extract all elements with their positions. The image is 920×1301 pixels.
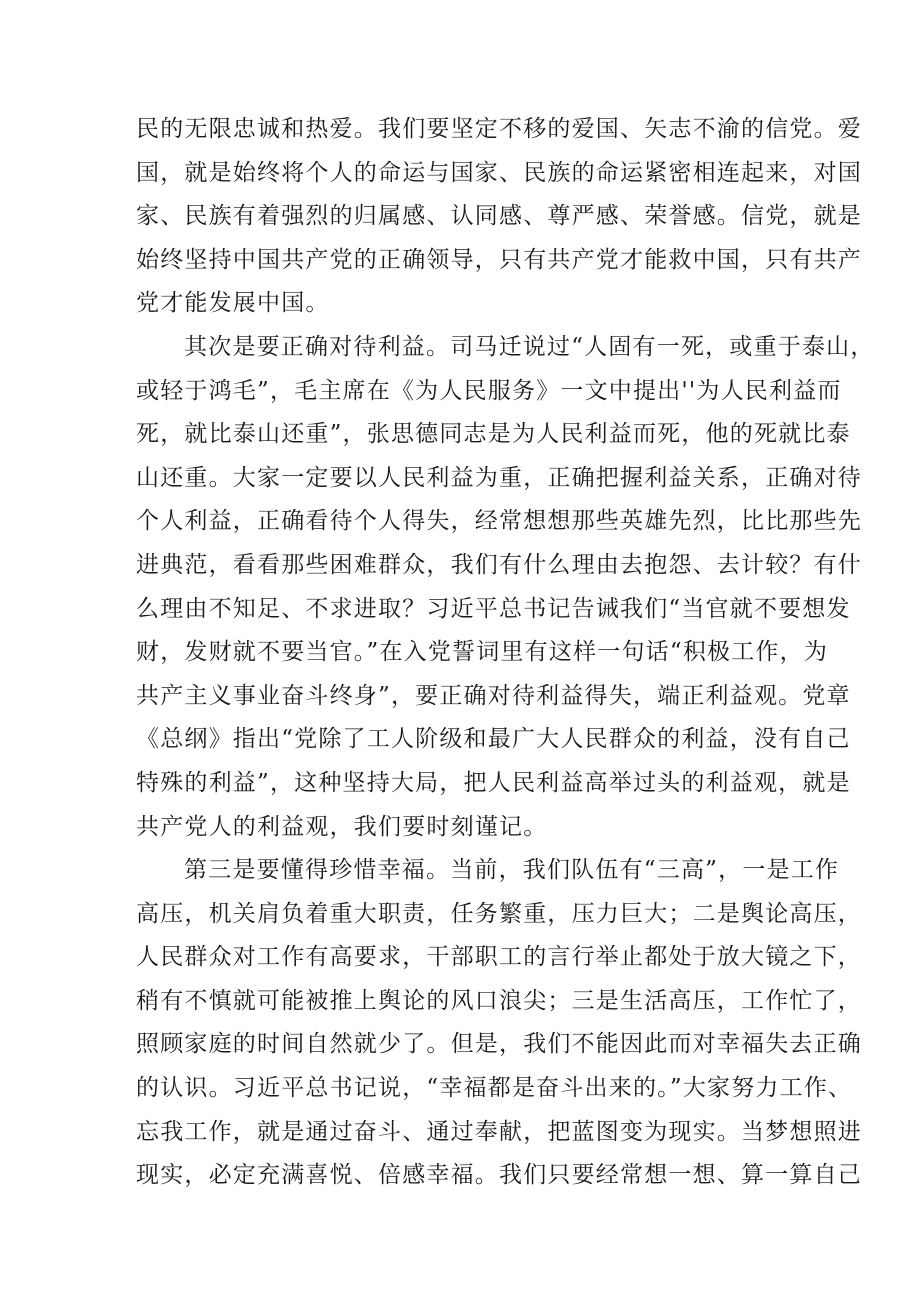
text-line: 么理由不知足、不求进取？习近平总书记告诫我们“当官就不要想发 bbox=[136, 595, 851, 622]
text-line: 特殊的利益”，这种坚持大局，把人民利益高举过头的利益观，就是 bbox=[136, 769, 851, 796]
text-line: 个人利益，正确看待个人得失，经常想想那些英雄先烈，比比那些先 bbox=[136, 508, 862, 535]
text-line: 死，就比泰山还重”，张思德同志是为人民利益而死，他的死就比泰 bbox=[136, 421, 851, 448]
paragraph-1 bbox=[136, 108, 862, 326]
text-line: 党才能发展中国。 bbox=[136, 290, 330, 317]
text-line: 共产主义事业奋斗终身”，要正确对待利益得失，端正利益观。党章 bbox=[136, 682, 851, 709]
text-line: 或轻于鸿毛”，毛主席在《为人民服务》一文中提出''为人民利益而 bbox=[136, 377, 842, 404]
paragraph-3 bbox=[136, 849, 862, 1198]
text-line: 山还重。大家一定要以人民利益为重，正确把握利益关系，正确对待 bbox=[136, 464, 862, 491]
text-line: 始终坚持中国共产党的正确领导，只有共产党才能救中国，只有共产 bbox=[136, 246, 862, 273]
text-line: 财，发财就不要当官。”在入党誓词里有这样一句话“积极工作，为 bbox=[136, 639, 829, 666]
text-line: 第三是要懂得珍惜幸福。当前，我们队伍有“三高”，一是工作 bbox=[184, 857, 840, 884]
text-line: 的认识。习近平总书记说，“幸福都是奋斗出来的。”大家努力工作、 bbox=[136, 1075, 853, 1102]
text-line: 共产党人的利益观，我们要时刻谨记。 bbox=[136, 813, 548, 840]
text-line: 进典范，看看那些困难群众，我们有什么理由去抱怨、去计较？有什 bbox=[136, 551, 862, 578]
text-line: 《总纲》指出“党除了工人阶级和最广大人民群众的利益，没有自己 bbox=[136, 726, 851, 753]
text-line: 照顾家庭的时间自然就少了。但是，我们不能因此而对幸福失去正确 bbox=[136, 1031, 862, 1058]
text-line: 其次是要正确对待利益。司马迁说过“人固有一死，或重于泰山， bbox=[184, 333, 875, 360]
paragraph-2 bbox=[136, 326, 875, 849]
text-line: 忘我工作，就是通过奋斗、通过奉献，把蓝图变为现实。当梦想照进 bbox=[136, 1118, 862, 1145]
text-line: 民的无限忠诚和热爱。我们要坚定不移的爱国、矢志不渝的信党。爱 bbox=[136, 116, 862, 142]
text-line: 家、民族有着强烈的归属感、认同感、尊严感、荣誉感。信党，就是 bbox=[136, 203, 862, 230]
text-line: 现实，必定充满喜悦、倍感幸福。我们只要经常想一想、算一算自己 bbox=[136, 1162, 862, 1189]
text-line: 稍有不慎就可能被推上舆论的风口浪尖；三是生活高压，工作忙了， bbox=[136, 987, 862, 1014]
body-text bbox=[136, 108, 875, 1198]
text-line: 国，就是始终将个人的命运与国家、民族的命运紧密相连起来，对国 bbox=[136, 159, 862, 186]
text-line: 高压，机关肩负着重大职责，任务繁重，压力巨大；二是舆论高压， bbox=[136, 900, 862, 927]
text-line: 人民群众对工作有高要求，干部职工的言行举止都处于放大镜之下， bbox=[136, 944, 862, 971]
